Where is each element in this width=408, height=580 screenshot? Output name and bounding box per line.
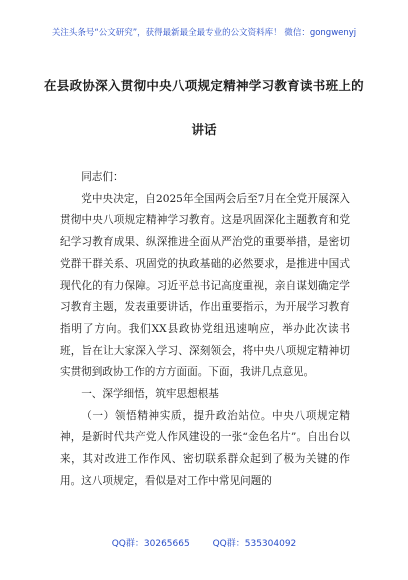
section-heading-1: 一、深学细悟，筑牢思想根基 [81, 388, 219, 401]
document-title: 在县政协深入贯彻中央八项规定精神学习教育读书班上的 [43, 78, 364, 93]
footer-qq-group-2: QQ群：535304092 [212, 539, 297, 549]
paragraph-intro: 党中央决定，自2025年全国两会后至7月在全党开展深入贯彻中央八项规定精神学习教育。这是巩固深化主题教育和党纪学习教育成果、纵深推进全面从严治党的重要举措，是密切党群干群关系、巩固党的执政基础的必然要求，是推进中国式现代化的有力保障。习近平总书记高度重视，亲自谋划确定学习教育主题，发表重要讲话，作出重要指示，为开展学习教育指明了方向。我们XX县政协党组迅速响应，举办此次读书班，旨在让大家深入学习、深刻领会，将中央八项规定精神切实贯彻到政协工作的方方面面。下面，我讲几点意见。 [60, 192, 350, 379]
document-title-continued: 讲话 [191, 122, 217, 137]
footer-qq-group-1: QQ群：30265665 [111, 539, 190, 549]
document-body [60, 167, 350, 493]
header-note: 关注头条号“公文研究”，获得最新最全最专业的公文资料库！ 微信：gongwenyj [51, 28, 357, 38]
paragraph-subsection-1: （一）领悟精神实质，提升政治站位。中央八项规定精神，是新时代共产党人作风建设的一张“金色名片”。自出台以来，其对改进工作作风、密切联系群众起到了极为关键的作用。这八项规定，看似是对工作中常见问题的 [60, 409, 350, 487]
footer [0, 536, 408, 549]
salutation: 同志们： [81, 171, 124, 183]
